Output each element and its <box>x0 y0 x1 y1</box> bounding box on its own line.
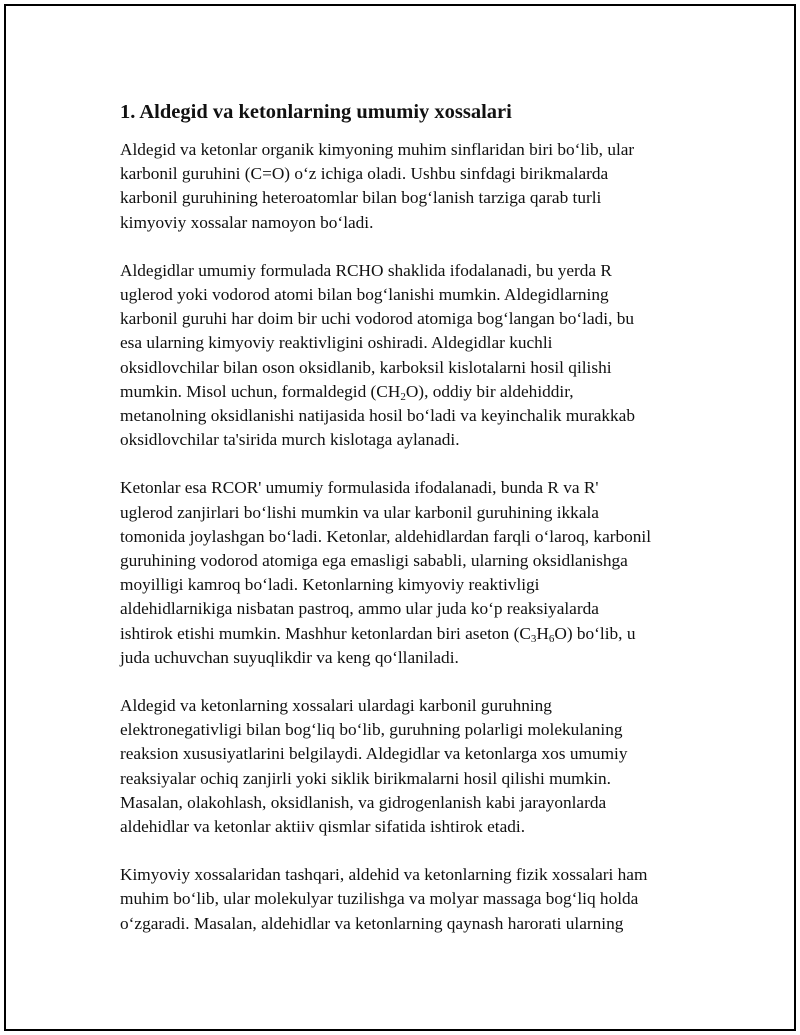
paragraph-intro <box>120 138 692 235</box>
text-line: karbonil guruhini (C=O) o‘z ichiga oladi. Ushbu sinfdagi birikmalarda <box>120 164 609 184</box>
text-line: muhim bo‘lib, ular molekulyar tuzilishga va molyar massaga bog‘liq holda <box>120 889 639 909</box>
text-line: Masalan, olakohlash, oksidlanish, va gidrogenlanish kabi jarayonlarda <box>120 792 607 812</box>
text-line: juda uchuvchan suyuqlikdir va keng qo‘llaniladi. <box>120 647 459 667</box>
text-fragment: O), oddiy bir aldehiddir, <box>405 381 574 401</box>
text-line: Ketonlar esa RCOR' umumiy formulasida ifodalanadi, bunda R va R' <box>120 478 599 498</box>
text-line: guruhining vodorod atomiga ega emasligi sababli, ularning oksidlanishga <box>120 551 628 571</box>
text-fragment: H <box>536 623 549 643</box>
text-line: esa ularning kimyoviy reaktivligini oshiradi. Aldegidlar kuchli <box>120 333 553 353</box>
text-line: metanolning oksidlanishi natijasida hosil bo‘ladi va keyinchalik murakkab <box>120 406 635 426</box>
text-line: Kimyoviy xossalaridan tashqari, aldehid va ketonlarning fizik xossalari ham <box>120 865 648 885</box>
text-line: Aldegid va ketonlarning xossalari ulardagi karbonil guruhning <box>120 696 552 716</box>
text-line: Aldegid va ketonlar organik kimyoning muhim sinflaridan biri bo‘lib, ular <box>120 140 635 159</box>
paragraph-physical <box>120 863 692 936</box>
text-line: uglerod zanjirlari bo‘lishi mumkin va ular karbonil guruhining ikkala <box>120 502 599 522</box>
text-line: reaksion xususiyatlarini belgilaydi. Aldegidlar va ketonlarga xos umumiy <box>120 744 628 764</box>
formula-line-formaldehyde <box>120 380 692 404</box>
paragraph-properties <box>120 694 692 839</box>
text-line: oksidlovchilar ta'sirida murch kislotaga aylanadi. <box>120 430 460 450</box>
text-line: moyilligi kamroq bo‘ladi. Ketonlarning kimyoviy reaktivligi <box>120 575 540 595</box>
page-frame <box>4 4 796 1031</box>
text-line: tomonida joylashgan bo‘ladi. Ketonlar, aldehidlardan farqli o‘laroq, karbonil <box>120 526 652 546</box>
text-line: elektronegativligi bilan bog‘liq bo‘lib, guruhning polarligi molekulaning <box>120 720 623 740</box>
section-heading: 1. Aldegid va ketonlarning umumiy xossalari <box>120 101 512 123</box>
text-line: aldehidlarnikiga nisbatan pastroq, ammo ular juda ko‘p reaksiyalarda <box>120 599 599 619</box>
text-line: karbonil guruhi har doim bir uchi vodorod atomiga bog‘langan bo‘ladi, bu <box>120 309 635 329</box>
paragraph-ketones <box>120 476 692 670</box>
text-line: aldehidlar va ketonlar aktiiv qismlar sifatida ishtirok etadi. <box>120 817 526 837</box>
text-line: karbonil guruhining heteroatomlar bilan bog‘lanish tarziga qarab turli <box>120 188 602 208</box>
text-fragment: mumkin. Misol uchun, formaldegid (CH <box>120 381 401 401</box>
subscript: 2 <box>400 390 406 403</box>
subscript: 3 <box>530 632 537 645</box>
text-fragment: ishtirok etishi mumkin. Mashhur ketonlardan biri aseton (C <box>120 623 531 643</box>
paragraph-aldehydes <box>120 259 692 453</box>
text-line: uglerod yoki vodorod atomi bilan bog‘lanishi mumkin. Aldegidlarning <box>120 285 609 305</box>
text-line: Aldegidlar umumiy formulada RCHO shaklida ifodalanadi, bu yerda R <box>120 260 612 280</box>
text-line: oksidlovchilar bilan oson oksidlanib, karboksil kislotalarni hosil qilishi <box>120 357 612 377</box>
text-line: reaksiyalar ochiq zanjirli yoki siklik birikmalarni hosil qilishi mumkin. <box>120 768 611 788</box>
formula-line-acetone <box>120 622 692 646</box>
subscript: 6 <box>548 632 555 645</box>
text-line: o‘zgaradi. Masalan, aldehidlar va ketonlarning qaynash harorati ularning <box>120 913 624 933</box>
text-line: kimyoviy xossalar namoyon bo‘ladi. <box>120 212 374 232</box>
text-fragment: O) bo‘lib, u <box>554 623 636 643</box>
document-body <box>120 98 692 960</box>
